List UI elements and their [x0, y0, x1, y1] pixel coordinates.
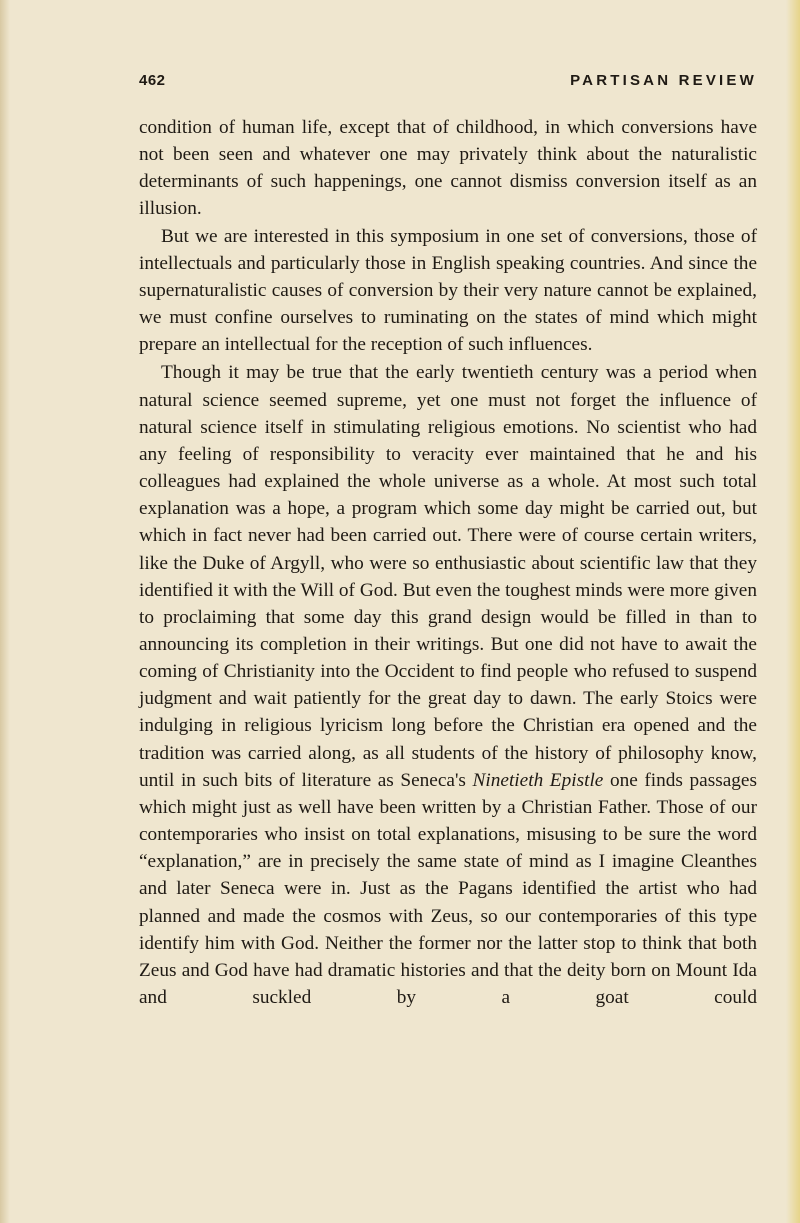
paragraph-symposium: But we are interested in this symposium in one set of conversions, those of intellectuals and particularly those in English speaking countries. And since the supernaturalistic causes of conversion by their very nature cannot be explained, we must confine ourselves to ruminating on the states of mind which might prepare an intellectual for the reception of such influences. — [139, 225, 757, 356]
page-number: 462 — [139, 72, 166, 89]
paragraph-text-after-title: one finds passages which might just as well have been written by a Christian Father. Those of our contemporaries who insist on total explanations, misusing to be sure the word “explanation,” are in precisely the same state of mind as I imagine Cleanthes and later Seneca were in. Just as the Pagans identified the artist who had planned and made the cosmos with Zeus, so our contemporaries of this type identify him with God. Neither the former nor the latter stop to think that both Zeus and God have had dramatic histories and that the deity born on Mount Ida and suckled by a goat could — [139, 769, 757, 1008]
page-scan-edge-left — [0, 0, 10, 1223]
journal-title: PARTISAN REVIEW — [570, 72, 757, 89]
paragraph-natural-science — [139, 359, 757, 1011]
body-text — [139, 114, 757, 1011]
work-title-italic: Ninetieth Epistle — [472, 769, 604, 791]
paragraph-text-before-title: Though it may be true that the early twentieth century was a period when natural science seemed supreme, yet one must not forget the influence of natural science itself in stimulating religious emotions. No scientist who had any feeling of responsibility to veracity ever maintained that he and his colleagues had explained the whole universe as a whole. At most such total explanation was a hope, a program which some day might be carried out, but which in fact never had been carried out. There were of course certain writers, like the Duke of Argyll, who were so enthusiastic about scientific law that they identified it with the Will of God. But even the toughest minds were more given to proclaiming that some day this grand design would be filled in than to announcing its completion in their writings. But one did not have to await the coming of Christianity into the Occident to find people who refused to suspend judgment and wait patiently for the great day to dawn. The early Stoics were indulging in religious lyricism long before the Christian era opened and the tradition was carried along, as all students of the history of philosophy know, until in such bits of literature as Seneca's — [139, 362, 757, 791]
page-scan-edge-right — [786, 0, 800, 1223]
running-header — [139, 72, 757, 96]
paragraph-continued: condition of human life, except that of childhood, in which conversions have not been seen and whatever one may privately think about the naturalistic determinants of such happenings, one cannot dismiss conversion itself as an illusion. — [139, 117, 757, 220]
